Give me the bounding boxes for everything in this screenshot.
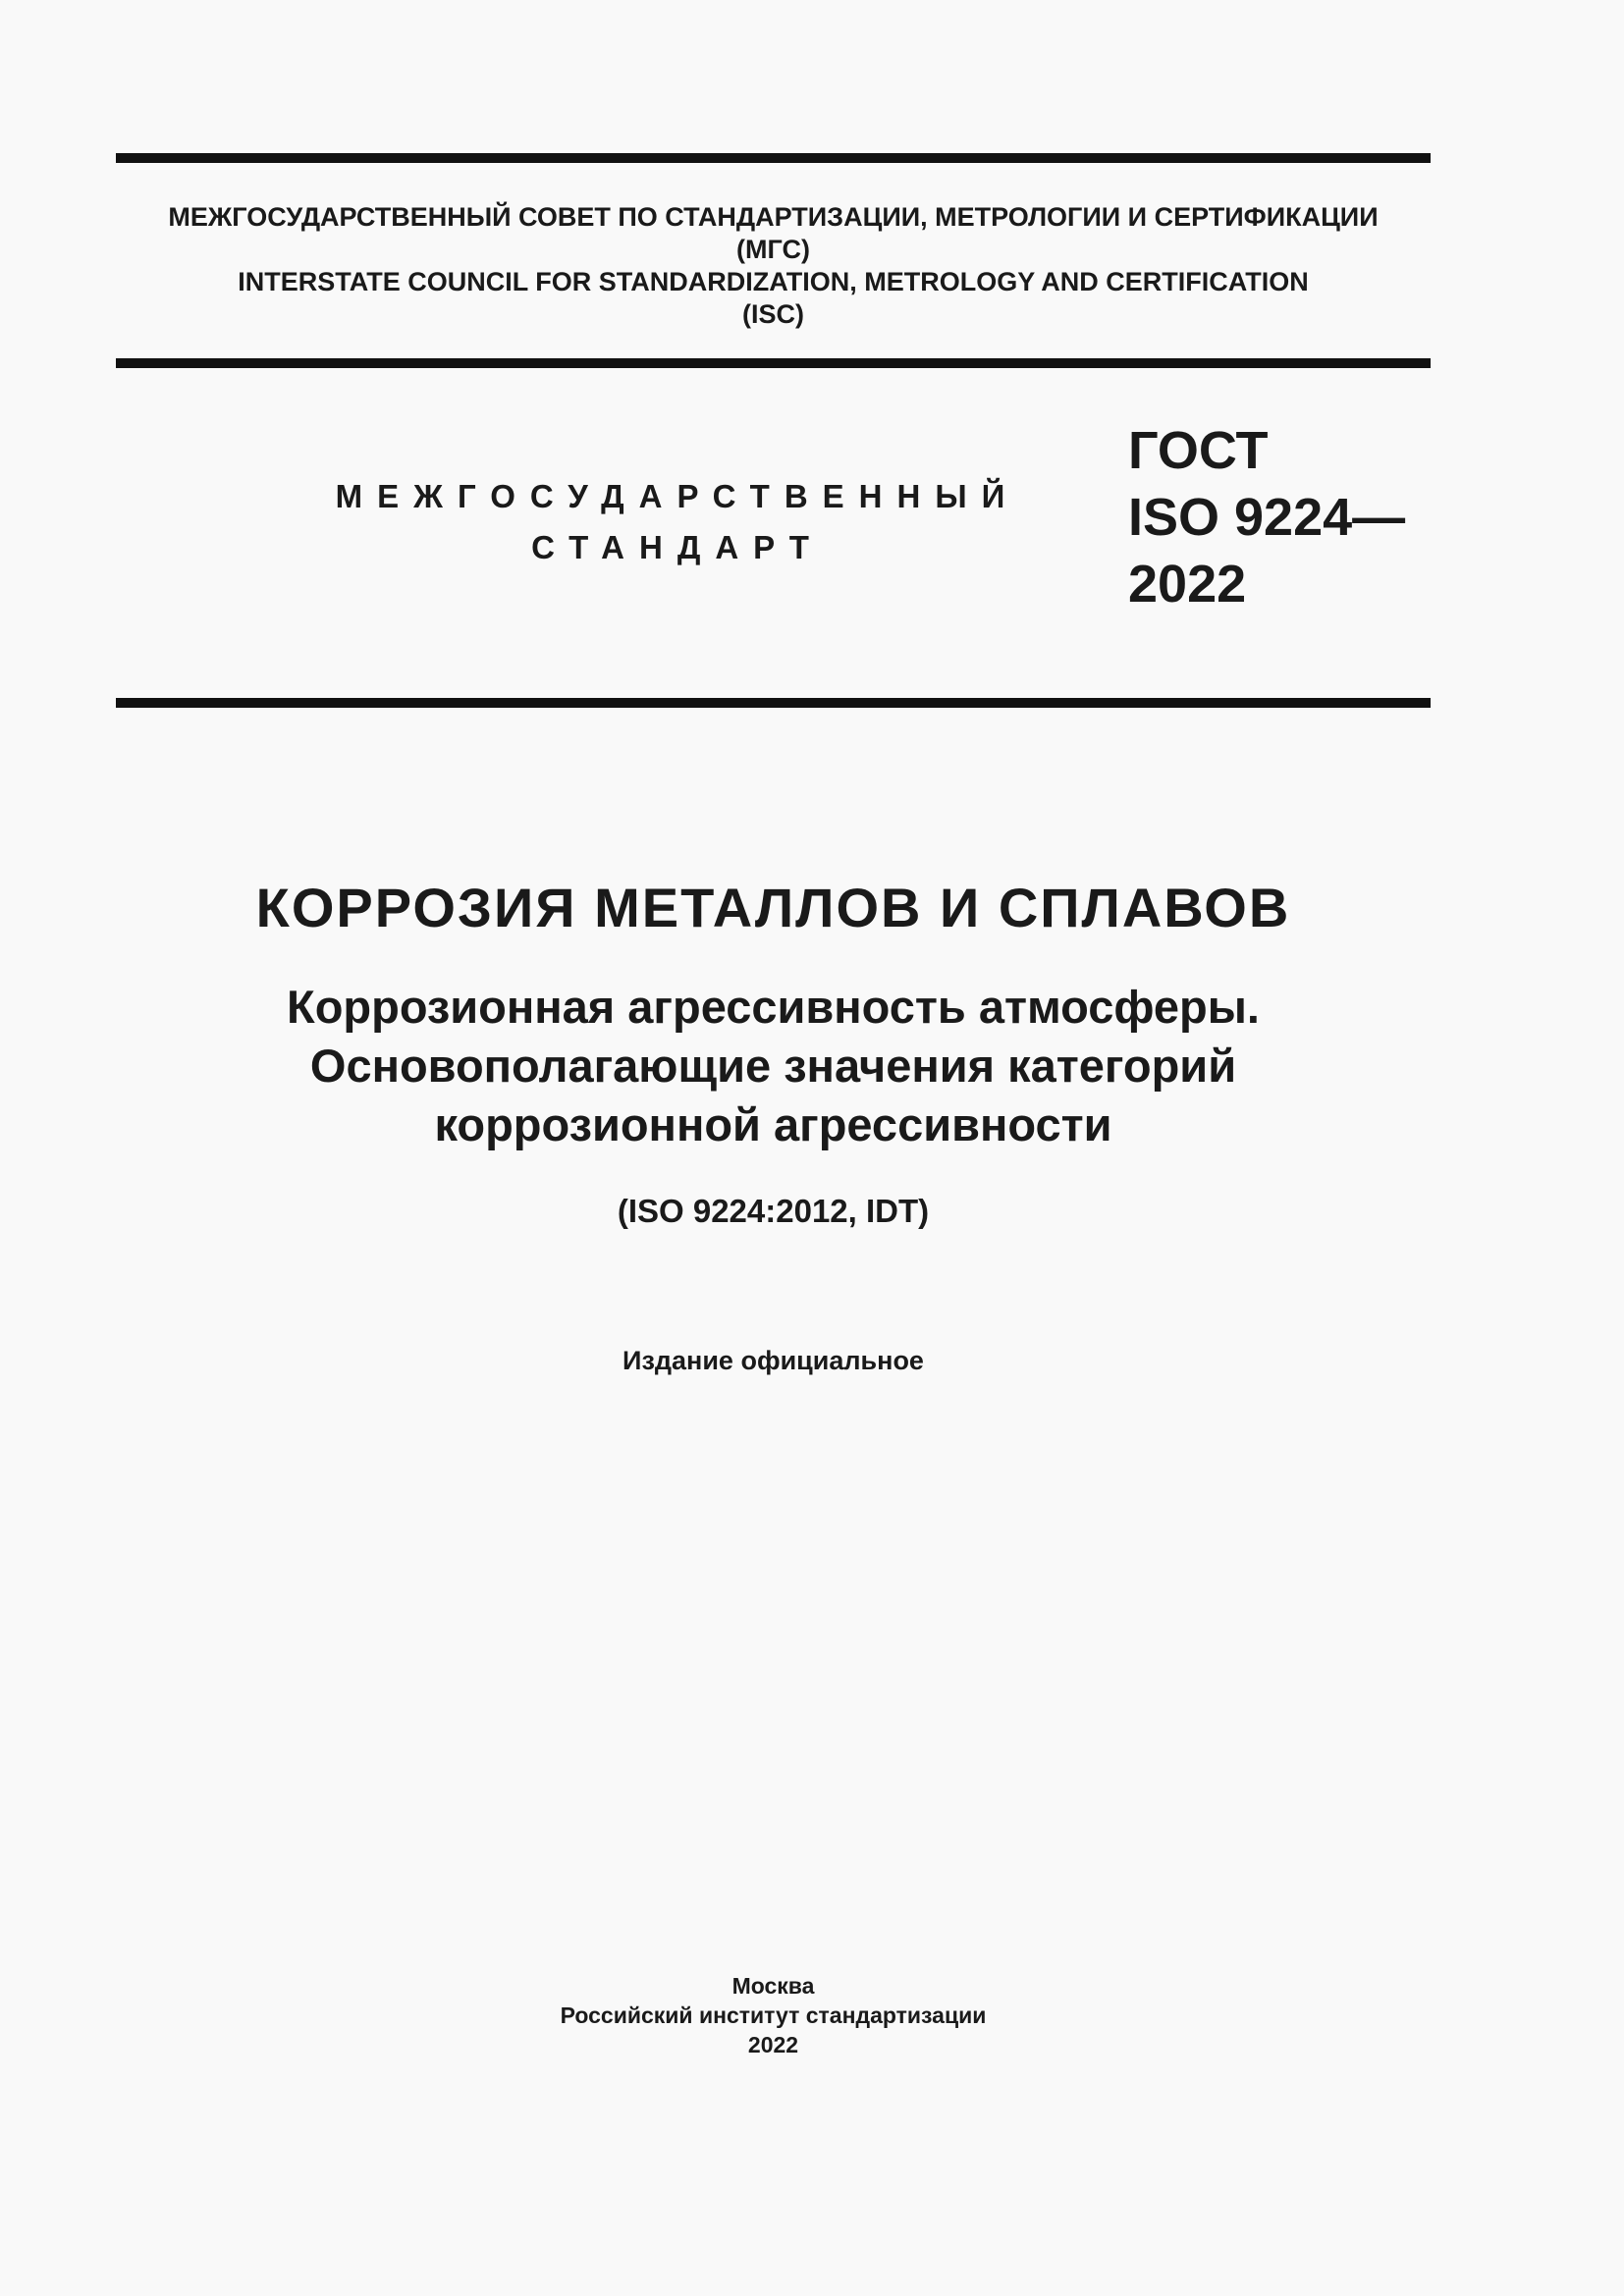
designation-divider: [116, 698, 1431, 708]
designation-line2: ISO 9224—: [1128, 488, 1406, 547]
council-abbr-en: (ISC): [742, 299, 804, 329]
council-abbr-ru: (МГС): [736, 235, 810, 264]
imprint-year: 2022: [747, 2032, 799, 2057]
subtitle-line1: Коррозионная агрессивность атмосферы.: [287, 981, 1260, 1033]
imprint: [116, 1971, 1431, 2059]
header-divider: [116, 358, 1431, 368]
designation-line3: 2022: [1128, 555, 1247, 614]
edition-label: Издание официальное: [623, 1346, 924, 1375]
main-title: КОРРОЗИЯ МЕТАЛЛОВ И СПЛАВОВ: [255, 877, 1291, 938]
designation-line1: ГОСТ: [1128, 421, 1269, 480]
iso-reference: (ISO 9224:2012, IDT): [617, 1193, 930, 1229]
council-name-en: INTERSTATE COUNCIL FOR STANDARDIZATION, METROLOGY AND CERTIFICATION: [238, 267, 1309, 296]
standard-kind-line1: МЕЖГОСУДАРСТВЕННЫЙ: [335, 478, 1020, 514]
subtitle-line2: Основополагающие значения категорий: [309, 1040, 1237, 1092]
imprint-publisher: Российский институт стандартизации: [560, 2002, 987, 2028]
council-name-ru: МЕЖГОСУДАРСТВЕННЫЙ СОВЕТ ПО СТАНДАРТИЗАЦИИ, МЕТРОЛОГИИ И СЕРТИФИКАЦИИ: [168, 202, 1379, 232]
imprint-city: Москва: [731, 1973, 815, 1999]
standard-kind: [324, 471, 1031, 573]
top-divider: [116, 153, 1431, 163]
standard-kind-line2: СТАНДАРТ: [531, 529, 824, 565]
subtitle-line3: коррозионной агрессивности: [434, 1098, 1112, 1150]
council-header: [116, 201, 1431, 331]
standard-designation: [1128, 417, 1405, 617]
subtitle: [116, 978, 1431, 1154]
